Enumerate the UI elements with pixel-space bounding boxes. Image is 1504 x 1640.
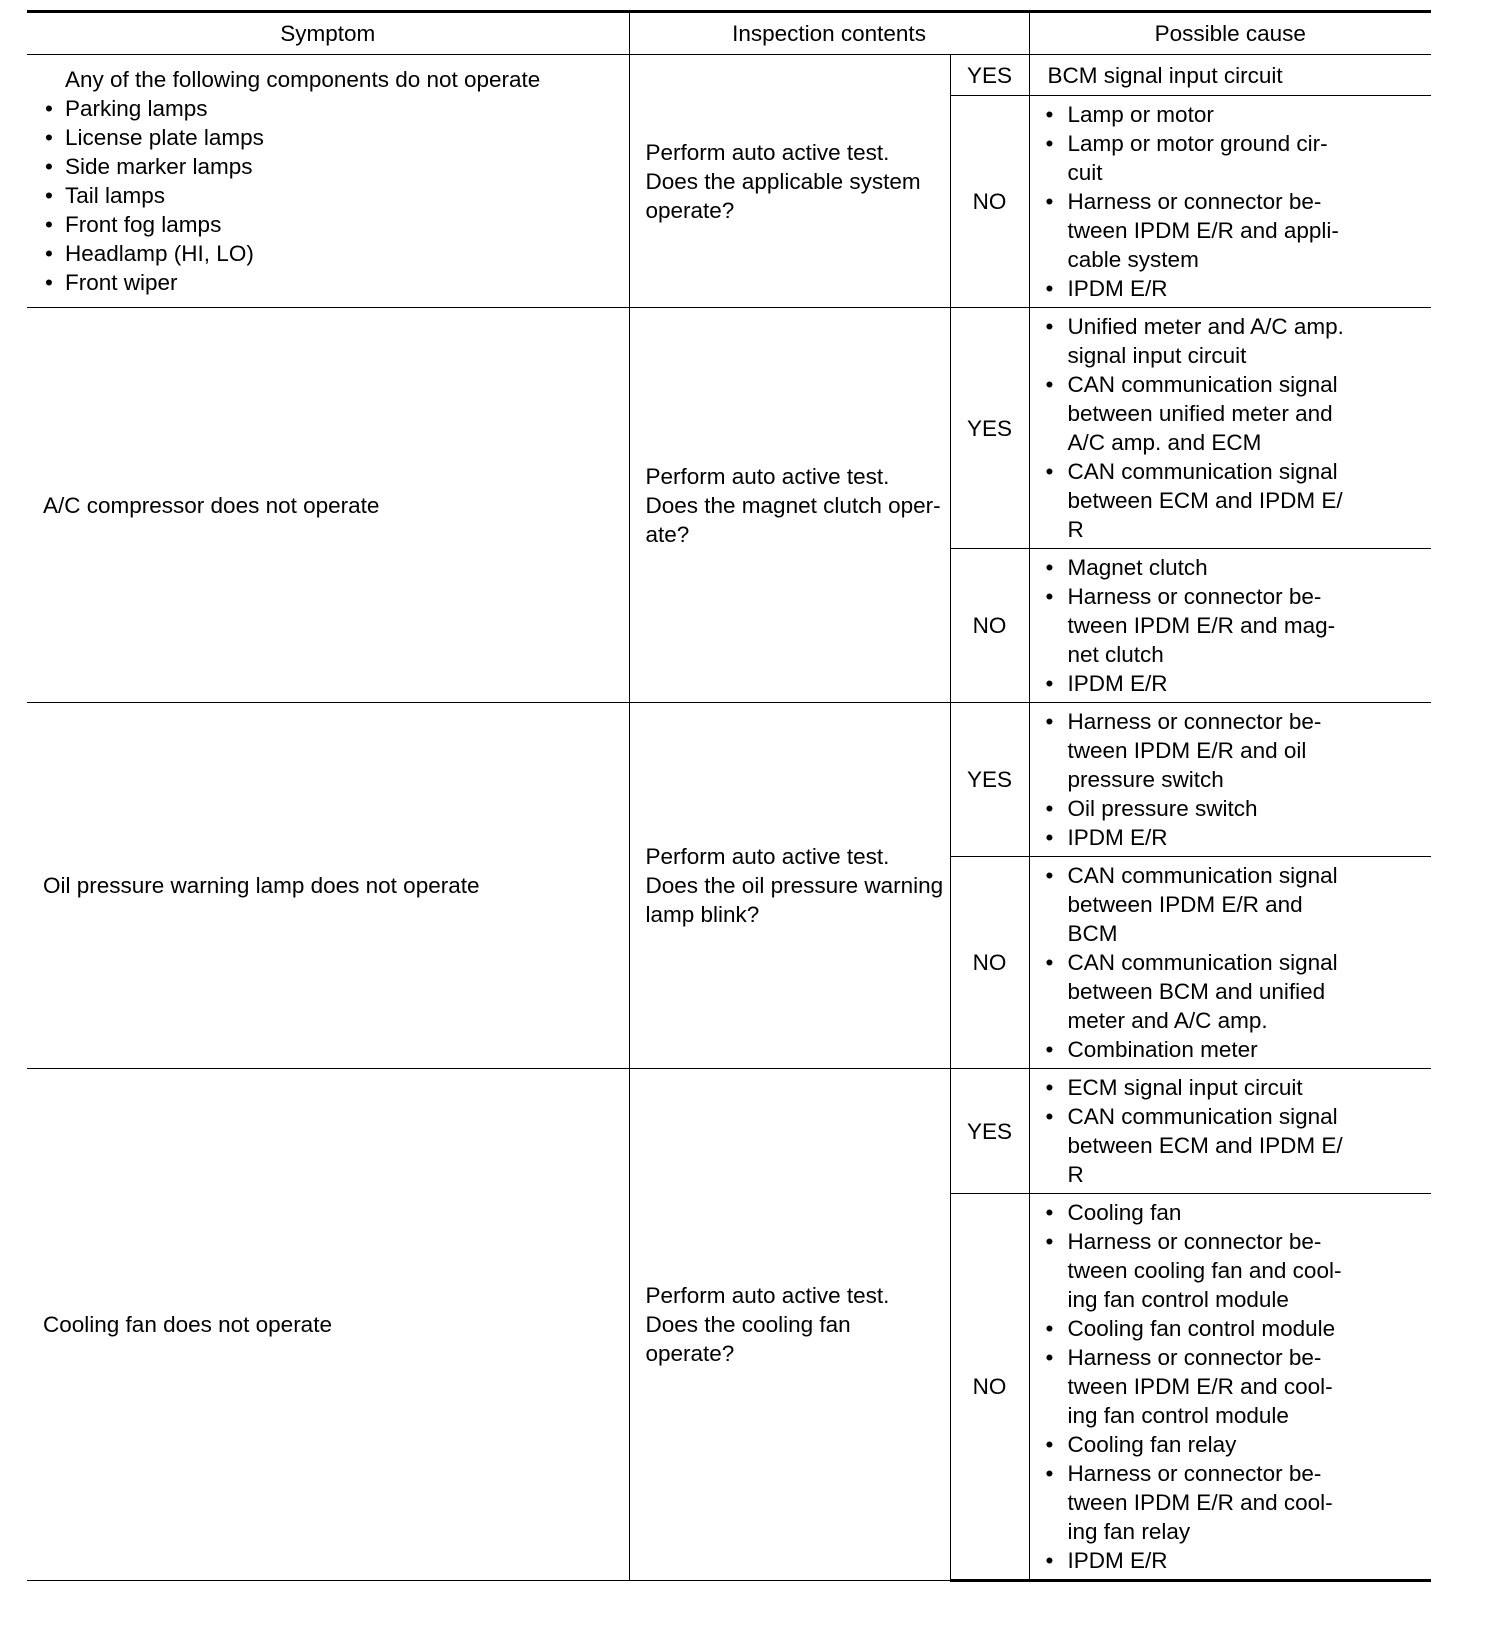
- symptom-list: [43, 94, 621, 297]
- list-item: • ECM signal input circuit: [1044, 1073, 1426, 1102]
- cause-list: [1044, 100, 1426, 303]
- header-row: [27, 12, 1431, 55]
- list-item: • Tail lamps: [43, 181, 621, 210]
- list-item: • Harness or connector be- tween IPDM E/R and appli- cable system: [1044, 187, 1426, 274]
- cause-list: [1044, 707, 1426, 852]
- inspection-line: Perform auto active test.: [645, 844, 890, 869]
- cause-list: [1044, 1073, 1426, 1189]
- symptom-cell: [27, 55, 629, 308]
- table-row: [27, 55, 1431, 96]
- answer-no: NO: [950, 96, 1029, 308]
- cause-cell: [1029, 549, 1431, 703]
- inspection-line: lamp blink?: [645, 902, 760, 927]
- cause-list: [1044, 312, 1426, 544]
- list-item: • Cooling fan control module: [1044, 1314, 1426, 1343]
- inspection-line: Does the cooling fan operate?: [645, 1312, 851, 1366]
- inspection-line: Perform auto active test.: [645, 1283, 890, 1308]
- list-item: • IPDM E/R: [1044, 823, 1426, 852]
- table-row: [27, 308, 1431, 549]
- list-item: • Harness or connector be- tween IPDM E/R and cool- ing fan relay: [1044, 1459, 1426, 1546]
- list-item: • Combination meter: [1044, 1035, 1426, 1064]
- inspection-cell: [629, 55, 950, 308]
- list-item: • CAN communication signal between ECM and IPDM E/ R: [1044, 1102, 1426, 1189]
- list-item: • Parking lamps: [43, 94, 621, 123]
- inspection-line: Does the oil pressure warning: [645, 873, 944, 898]
- inspection-line: ate?: [645, 521, 690, 547]
- inspection-cell: [629, 703, 950, 1069]
- list-item: • Harness or connector be- tween IPDM E/R and cool- ing fan control module: [1044, 1343, 1426, 1430]
- list-item: • Cooling fan relay: [1044, 1430, 1426, 1459]
- answer-no: NO: [950, 1194, 1029, 1581]
- answer-yes: YES: [950, 1069, 1029, 1194]
- inspection-line: operate?: [645, 197, 735, 223]
- table-row: [27, 703, 1431, 857]
- header-cause: Possible cause: [1029, 12, 1431, 55]
- cause-list: [1044, 861, 1426, 1064]
- cause-cell: [1029, 857, 1431, 1069]
- list-item: • Harness or connector be- tween IPDM E/R and oil pressure switch: [1044, 707, 1426, 794]
- list-item: • Oil pressure switch: [1044, 794, 1426, 823]
- cause-cell: [1029, 1194, 1431, 1581]
- cause-cell: [1029, 96, 1431, 308]
- list-item: • Lamp or motor ground cir- cuit: [1044, 129, 1426, 187]
- list-item: • CAN communication signal between unified meter and A/C amp. and ECM: [1044, 370, 1426, 457]
- symptom-intro: Any of the following components do not operate: [65, 67, 541, 92]
- cause-list: [1044, 1198, 1426, 1575]
- symptom-cell: A/C compressor does not operate: [27, 308, 629, 703]
- inspection-cell: [629, 1069, 950, 1581]
- answer-yes: YES: [950, 308, 1029, 549]
- list-item: • IPDM E/R: [1044, 669, 1426, 698]
- list-item: • CAN communication signal between BCM and unified meter and A/C amp.: [1044, 948, 1426, 1035]
- answer-yes: YES: [950, 55, 1029, 96]
- list-item: • Lamp or motor: [1044, 100, 1426, 129]
- symptom-cell: Oil pressure warning lamp does not operate: [27, 703, 629, 1069]
- list-item: • IPDM E/R: [1044, 1546, 1426, 1575]
- list-item: • Unified meter and A/C amp. signal input circuit: [1044, 312, 1426, 370]
- inspection-cell: [629, 308, 950, 703]
- list-item: • Side marker lamps: [43, 152, 621, 181]
- cause-text: BCM signal input circuit: [1047, 62, 1283, 88]
- cause-list: [1044, 553, 1426, 698]
- list-item: • License plate lamps: [43, 123, 621, 152]
- answer-no: NO: [950, 857, 1029, 1069]
- diagnosis-table: [27, 10, 1431, 1582]
- list-item: • Magnet clutch: [1044, 553, 1426, 582]
- symptom-cell: Cooling fan does not operate: [27, 1069, 629, 1581]
- header-symptom: Symptom: [27, 12, 629, 55]
- inspection-line: Perform auto active test.: [645, 139, 890, 165]
- list-item: • Cooling fan: [1044, 1198, 1426, 1227]
- list-item: • Front fog lamps: [43, 210, 621, 239]
- list-item: • CAN communication signal between ECM and IPDM E/ R: [1044, 457, 1426, 544]
- inspection-line: Does the applicable system: [645, 168, 921, 194]
- cause-cell: [1029, 308, 1431, 549]
- list-item: • IPDM E/R: [1044, 274, 1426, 303]
- inspection-line: Does the magnet clutch oper-: [645, 492, 941, 518]
- list-item: • Front wiper: [43, 268, 621, 297]
- answer-yes: YES: [950, 703, 1029, 857]
- cause-cell: [1029, 1069, 1431, 1194]
- diagnosis-table-container: [27, 10, 1431, 1582]
- inspection-line: Perform auto active test.: [645, 463, 890, 489]
- cause-cell: [1029, 55, 1431, 96]
- answer-no: NO: [950, 549, 1029, 703]
- list-item: • CAN communication signal between IPDM E/R and BCM: [1044, 861, 1426, 948]
- table-row: [27, 1069, 1431, 1194]
- list-item: • Harness or connector be- tween IPDM E/R and mag- net clutch: [1044, 582, 1426, 669]
- header-inspection: Inspection contents: [629, 12, 1029, 55]
- list-item: • Harness or connector be- tween cooling fan and cool- ing fan control module: [1044, 1227, 1426, 1314]
- list-item: • Headlamp (HI, LO): [43, 239, 621, 268]
- cause-cell: [1029, 703, 1431, 857]
